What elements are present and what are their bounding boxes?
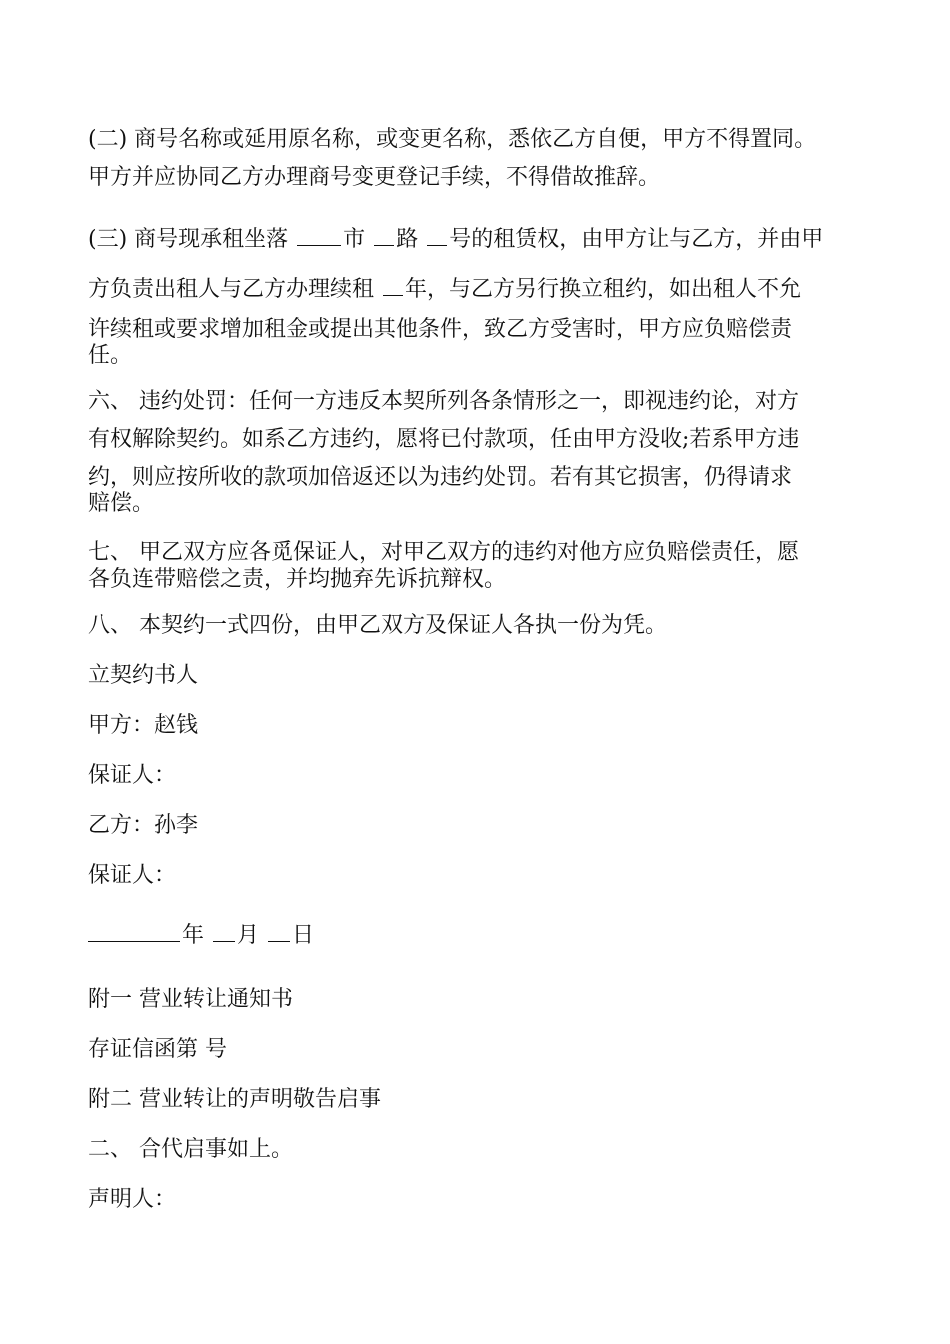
clause-3-line-1 [88,222,878,253]
clause-3-text-a: (三) 商号现承租坐落 [88,227,289,252]
clause-3-text-d: 号的租赁权，由甲方让与乙方，并由甲 [449,227,824,252]
clause-2-line-2: 甲方并应协同乙方办理商号变更登记手续，不得借故推辞。 [88,165,661,190]
section-8-line: 八、 本契约一式四份，由甲乙双方及保证人各执一份为凭。 [88,613,667,638]
section-8 [88,608,878,639]
signer-title: 立契约书人 [88,663,199,688]
notice-2: 二、 合代启事如上。 [88,1137,293,1162]
party-b: 乙方：孙李 [88,813,199,838]
declarant: 声明人： [88,1187,177,1212]
section-7-line-1: 七、 甲乙双方应各觅保证人，对甲乙双方的违约对他方应负赔偿责任，愿 [88,540,799,565]
date-year-label: 年 [182,923,205,948]
clause-3-line-4: 任。 [88,343,133,368]
blank-city [297,227,341,246]
section-6-line-3: 约，则应按所收的款项加倍返还以为违约处罚。若有其它损害，仍得请求 [88,465,793,490]
section-6-line-1: 六、 违约处罚：任何一方违反本契所列各条情形之一，即视违约论，对方 [88,389,799,414]
section-6-line-2: 有权解除契约。如系乙方违约，愿将已付款项，任由甲方没收;若系甲方违 [88,427,800,452]
clause-3-l2 [88,272,878,303]
clause-3-line-3: 许续租或要求增加租金或提出其他条件，致乙方受害时，甲方应负赔偿责 [88,317,793,342]
date-line-content [88,918,878,949]
clause-3-line-2 [88,272,878,303]
section-6-l4 [88,486,878,517]
clause-2 [88,122,878,153]
date-day-label: 日 [292,923,315,948]
attachment-2: 附二 营业转让的声明敬告启事 [88,1087,381,1112]
blank-number [427,227,447,246]
section-6-l2 [88,422,878,453]
blank-years [383,277,403,296]
clause-3-text-c: 路 [396,227,419,252]
clause-3-l4 [88,338,878,369]
blank-road [374,227,394,246]
clause-3-line-2-text-a: 方负责出租人与乙方办理续租 [88,277,375,302]
blank-month [213,923,235,942]
section-7-l2 [88,562,878,593]
clause-2-cont [88,160,878,191]
guarantor-b: 保证人： [88,863,177,888]
guarantor-a: 保证人： [88,763,177,788]
section-7-line-2: 各负连带赔偿之责，并均抛弃先诉抗辩权。 [88,567,507,592]
clause-3-line-2-text-b: 年，与乙方另行换立租约，如出租人不允 [405,277,802,302]
blank-year [88,923,180,942]
attachment-1: 附一 营业转让通知书 [88,987,293,1012]
date-month-label: 月 [237,923,260,948]
section-6-line-4: 赔偿。 [88,491,155,516]
clause-3 [88,222,878,253]
section-6 [88,384,878,415]
party-a: 甲方：赵钱 [88,713,199,738]
blank-day [268,923,290,942]
certified-letter: 存证信函第 号 [88,1037,227,1062]
clause-3-text-b: 市 [343,227,366,252]
date-line [88,918,878,949]
clause-2-line-1: (二) 商号名称或延用原名称，或变更名称，悉依乙方自便，甲方不得置同。 [88,127,817,152]
